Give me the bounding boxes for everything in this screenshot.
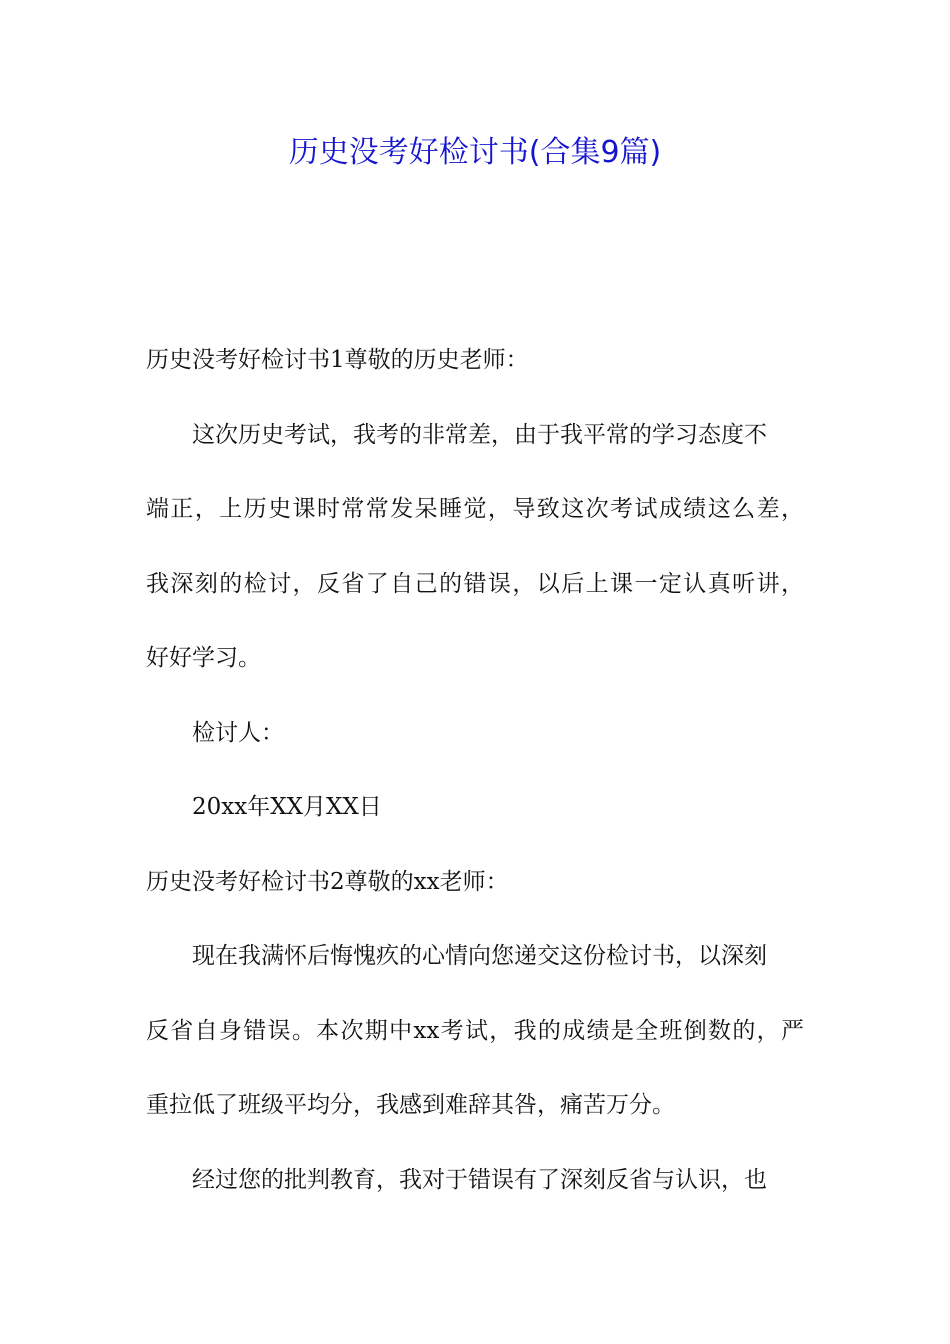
paragraph-line: 重拉低了班级平均分，我感到难辞其咎，痛苦万分。 — [146, 1092, 675, 1118]
paragraph-line: 我深刻的检讨，反省了自己的错误，以后上课一定认真听讲， — [146, 571, 804, 597]
document-title: 历史没考好检讨书(合集9篇) — [288, 135, 662, 170]
signature-label: 检讨人： — [192, 720, 284, 746]
paragraph-line: 现在我满怀后悔愧疚的心情向您递交这份检讨书，以深刻 — [192, 943, 767, 969]
date-line: 20xx年XX月XX日 — [192, 794, 382, 820]
paragraph-line: 经过您的批判教育，我对于错误有了深刻反省与认识，也 — [192, 1167, 767, 1193]
paragraph-line: 端正，上历史课时常常发呆睡觉，导致这次考试成绩这么差， — [146, 496, 804, 522]
section-heading-2: 历史没考好检讨书2尊敬的xx老师： — [146, 869, 509, 895]
section-heading-1: 历史没考好检讨书1尊敬的历史老师： — [146, 347, 529, 373]
paragraph-line: 反省自身错误。本次期中xx考试，我的成绩是全班倒数的，严 — [146, 1018, 804, 1044]
paragraph-line: 这次历史考试，我考的非常差，由于我平常的学习态度不 — [192, 422, 767, 448]
paragraph-line: 好好学习。 — [146, 645, 261, 671]
